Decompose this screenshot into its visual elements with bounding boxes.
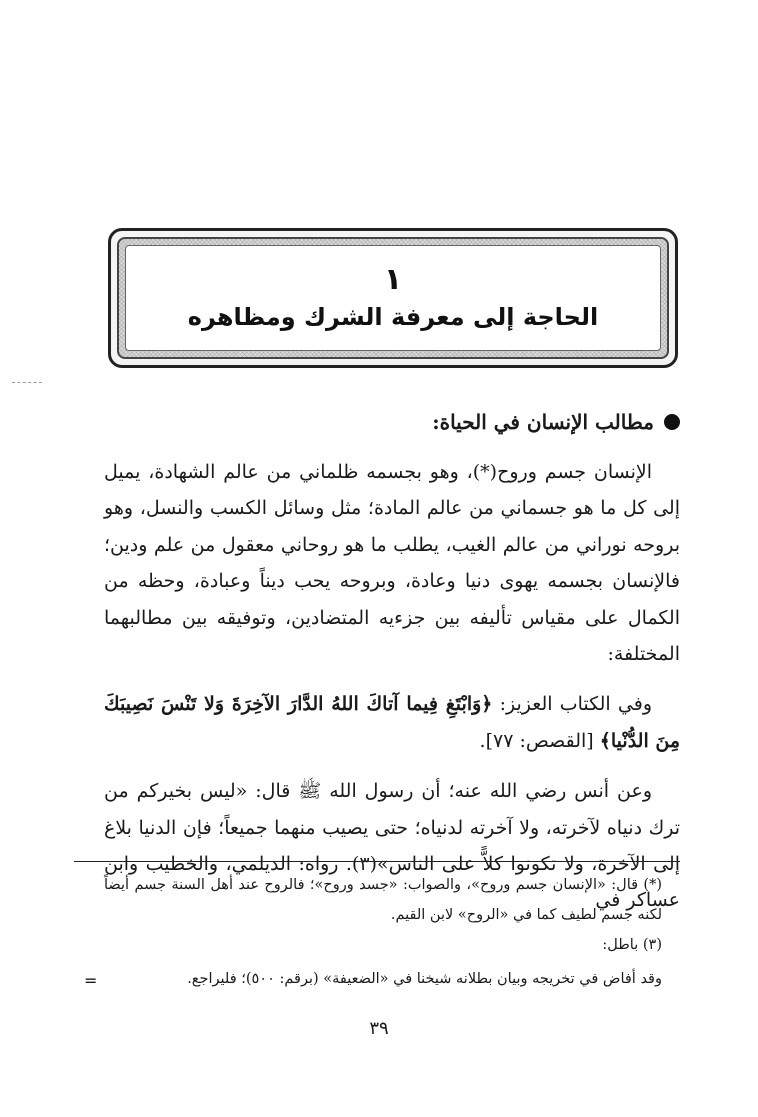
footnotes bbox=[104, 870, 662, 994]
continuation-mark: = bbox=[84, 971, 98, 990]
footnote-star: (*) قال: «الإنسان جسم وروح»، والصواب: «جسد وروح»؛ فالروح عند أهل السنة جسم أيضاً لكنه جسم لطيف كما في «الروح» لابن القيم. bbox=[104, 877, 662, 923]
quran-reference: [القصص: ٧٧]. bbox=[479, 729, 600, 752]
chapter-header-frame bbox=[108, 228, 678, 368]
footnote-divider bbox=[74, 861, 680, 862]
main-text bbox=[104, 404, 680, 919]
page-number: ٣٩ bbox=[369, 1018, 389, 1039]
paragraph-body: الإنسان جسم وروح(*)، وهو بجسمه ظلماني من عالم الشهادة، يميل إلى كل ما هو جسماني من عالم المادة؛ مثل وسائل الكسب والنسل، وهو بروحه نوراني من عالم الغيب، يطلب ما هو روحاني معقول من علم ودين؛ فالإنسان بجسمه يهوى دنيا وعادة، وبروحه يحب ديناً وعبادة، وحظه من الكمال على مقياس تأليفه بين جزءيه المتضادين، وتوفيقه بين مطالبهما المختلفة: bbox=[104, 461, 680, 666]
footnote-3-detail: وقد أفاض في تخريجه وبيان بطلانه شيخنا في «الضعيفة» (برقم: ٥٠٠)؛ فليراجع. bbox=[187, 971, 662, 987]
footnote-3: (٣) باطل: bbox=[602, 937, 662, 953]
chapter-header-border bbox=[117, 237, 669, 359]
margin-mark bbox=[12, 382, 42, 383]
chapter-header-panel bbox=[125, 245, 661, 351]
chapter-number: ١ bbox=[383, 262, 403, 297]
quran-intro: وفي الكتاب العزيز: bbox=[492, 693, 652, 716]
section-heading bbox=[104, 404, 680, 440]
paragraph-hadith: وعن أنس رضي الله عنه؛ أن رسول الله ﷺ قال: «ليس بخيركم من ترك دنياه لآخرته، ولا آخرته لدنياه؛ حتى يصيب منهما جميعاً؛ فإن الدنيا بلاغ إلى الآخرة، ولا تكونوا كلاًّ على الناس»(٣). رواه: الديلمي، والخطيب وابن عساكر في bbox=[104, 780, 681, 912]
chapter-title: الحاجة إلى معرفة الشرك ومظاهره bbox=[187, 303, 599, 331]
quran-verse: ﴿وَابْتَغِ فِيما آتاكَ اللهُ الدَّارَ الآخِرَةَ وَلا تَنْسَ نَصِيبَكَ مِنَ الدُّنْيا﴾ bbox=[104, 693, 680, 752]
bullet-icon bbox=[664, 414, 680, 430]
section-heading-text: مطالب الإنسان في الحياة: bbox=[432, 410, 654, 434]
paragraph-quran bbox=[104, 686, 680, 759]
